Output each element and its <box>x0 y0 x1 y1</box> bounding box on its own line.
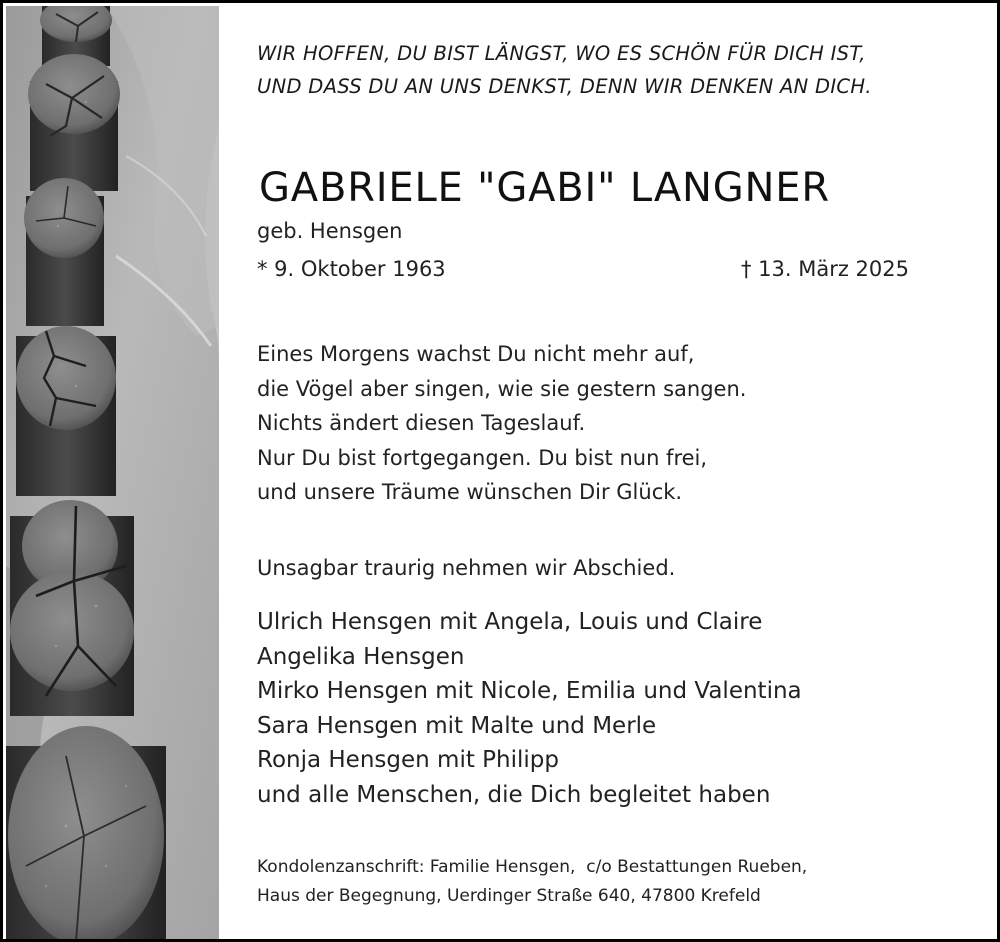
motto-line-1: WIR HOFFEN, DU BIST LÄNGST, WO ES SCHÖN FÜR DICH IST, <box>257 42 866 65</box>
condolence-line-2: Haus der Begegnung, Uerdinger Straße 640, 47800 Krefeld <box>257 886 761 906</box>
mourner: Angelika Hensgen <box>257 643 465 670</box>
poem-line: die Vögel aber singen, wie sie gestern sangen. <box>257 376 747 401</box>
farewell-text: Unsagbar traurig nehmen wir Abschied. <box>257 556 676 580</box>
mourner: und alle Menschen, die Dich begleitet haben <box>257 781 771 808</box>
beach-posts-photo <box>6 6 219 942</box>
deceased-name: GABRIELE "GABI" LANGNER <box>259 165 830 211</box>
poem-line: und unsere Träume wünschen Dir Glück. <box>257 480 683 504</box>
mourner: Sara Hensgen mit Malte und Merle <box>257 712 657 739</box>
birth-date: * 9. Oktober 1963 <box>257 257 446 281</box>
poem-line: Nichts ändert diesen Tageslauf. <box>257 411 586 435</box>
condolence-address <box>257 853 807 911</box>
condolence-line-1: Kondolenzanschrift: Familie Hensgen, c/o Bestattungen Rueben, <box>257 857 808 877</box>
life-dates <box>257 254 909 284</box>
motto-line-2: UND DASS DU AN UNS DENKST, DENN WIR DENKEN AN DICH. <box>257 75 872 98</box>
mourner: Ronja Hensgen mit Philipp <box>257 747 559 773</box>
mourner: Ulrich Hensgen mit Angela, Louis und Claire <box>257 609 763 635</box>
motto <box>257 37 957 103</box>
mourner: Mirko Hensgen mit Nicole, Emilia und Valentina <box>257 678 802 704</box>
mourners-list <box>257 605 802 812</box>
death-date: † 13. März 2025 <box>740 257 909 281</box>
poem-line: Nur Du bist fortgegangen. Du bist nun frei, <box>257 445 708 470</box>
birth-name: geb. Hensgen <box>257 219 403 243</box>
poem-line: Eines Morgens wachst Du nicht mehr auf, <box>257 342 695 366</box>
poem <box>257 337 746 510</box>
